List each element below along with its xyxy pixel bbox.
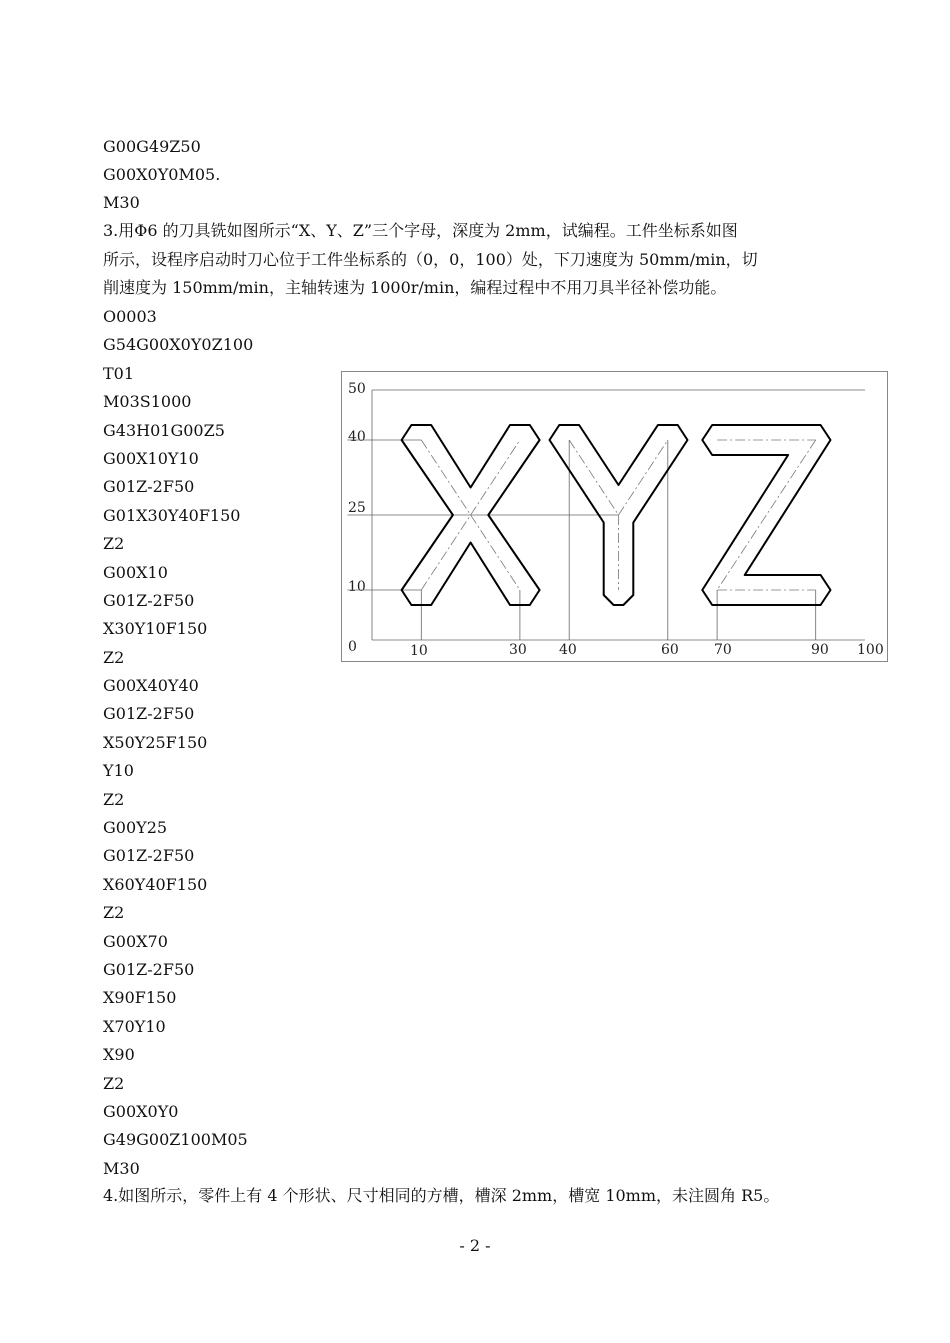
code-line: Y10 (103, 761, 134, 781)
x-tick-label: 10 (410, 643, 428, 659)
x-tick-label: 100 (857, 642, 884, 658)
x-tick-label: 60 (661, 642, 679, 658)
code-line: G01X30Y40F150 (103, 505, 241, 525)
code-line: G00X10 (103, 562, 168, 582)
letter-z-outline (702, 425, 830, 605)
code-line: G01Z-2F50 (103, 477, 195, 497)
y-tick-label: 10 (348, 579, 366, 595)
code-line: M03S1000 (103, 392, 192, 412)
toolpath-y (569, 440, 618, 515)
x-tick-label: 70 (714, 642, 732, 658)
code-line: G00X0Y0 (103, 1101, 179, 1121)
code-line: G00X0Y0M05. (103, 165, 221, 184)
problem-3-line: 3.用Φ6 的刀具铣如图所示“X、Y、Z”三个字母，深度为 2mm，试编程。工件坐标系如图 (103, 221, 738, 240)
code-line: O0003 (103, 307, 157, 326)
code-line: X70Y10 (103, 1016, 166, 1036)
x-tick-label: 40 (559, 642, 577, 658)
y-tick-label: 50 (348, 381, 366, 397)
x-tick-label: 90 (811, 642, 829, 658)
code-line: G00Y25 (103, 818, 168, 838)
code-line: G01Z-2F50 (103, 846, 195, 866)
code-line: G01Z-2F50 (103, 959, 195, 979)
code-line: G43H01G00Z5 (103, 420, 225, 440)
code-line: G54G00X0Y0Z100 (103, 335, 254, 355)
code-line: Z2 (103, 789, 125, 809)
origin-label: 0 (348, 639, 357, 655)
code-line: Z2 (103, 647, 125, 667)
xyz-diagram (342, 372, 889, 663)
code-line: G00G49Z50 (103, 137, 201, 156)
problem-3-line: 所示，设程序启动时刀心位于工件坐标系的（0，0，100）处，下刀速度为 50mm/min，切 (103, 249, 758, 269)
code-line: T01 (103, 363, 135, 383)
page-number: - 2 - (459, 1236, 491, 1255)
y-tick-label: 25 (348, 500, 366, 516)
code-line: G01Z-2F50 (103, 704, 195, 724)
code-line: Z2 (103, 903, 125, 923)
toolpath-y (619, 440, 668, 515)
code-line: G00X70 (103, 931, 168, 951)
code-line: X90 (103, 1045, 135, 1065)
code-line: X30Y10F150 (103, 619, 208, 639)
x-tick-label: 30 (509, 642, 527, 658)
problem-3-text (103, 221, 863, 307)
problem-3-line: 削速度为 150mm/min，主轴转速为 1000r/min，编程过程中不用刀具半径补偿功能。 (103, 278, 727, 297)
code-line: G00X40Y40 (103, 676, 199, 696)
toolpath-z (717, 440, 816, 590)
code-line: M30 (103, 1158, 140, 1178)
nc-program (103, 303, 253, 1183)
code-line: G01Z-2F50 (103, 590, 195, 610)
code-line: X90F150 (103, 988, 177, 1008)
code-line: M30 (103, 193, 140, 212)
y-tick-label: 40 (348, 429, 366, 445)
xyz-figure (341, 371, 888, 662)
code-line: G00X10Y10 (103, 448, 199, 468)
code-line: X60Y40F150 (103, 874, 208, 894)
code-line: X50Y25F150 (103, 732, 208, 752)
code-line: Z2 (103, 1073, 125, 1093)
problem-4-text: 4.如图所示，零件上有 4 个形状、尺寸相同的方槽，槽深 2mm，槽宽 10mm，未注圆角 R5。 (103, 1186, 780, 1205)
code-line: Z2 (103, 534, 125, 554)
code-line: G49G00Z100M05 (103, 1130, 248, 1150)
